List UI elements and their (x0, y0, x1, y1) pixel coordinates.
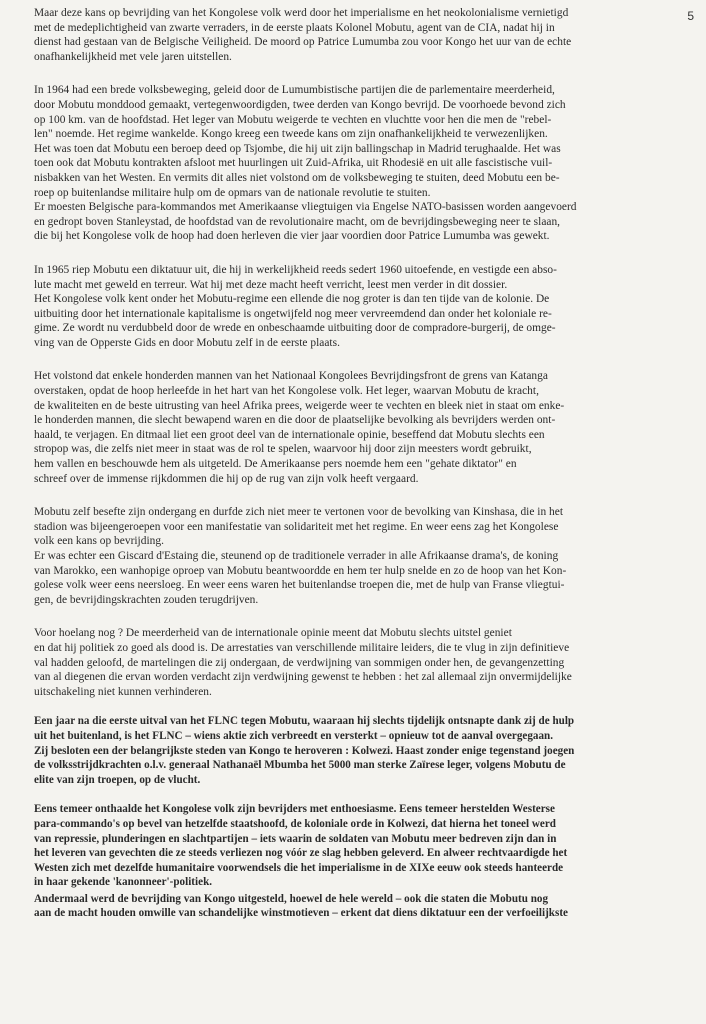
paragraph-7: Een jaar na die eerste uitval van het FLNC tegen Mobutu, waaraan hij slechts tijdelijk ontsnapte dank zij de hulp uit het buitenland, is het FLNC – wiens aktie zich verbreedt en versterkt – opnieuw tot de aanval overgegaan. Zij besloten een der belangrijkste steden van Kongo te heroveren : Kolwezi. Haast zonder enige tegenstand joegen de volksstrijdkrachten o.l.v. generaal Nathanaël Mbumba het 5000 man sterke Zaïrese leger, volgens Mobutu de elite van zijn troepen, op de vlucht. (34, 715, 575, 786)
paragraph-8: Eens temeer onthaalde het Kongolese volk zijn bevrijders met enthoesiasme. Eens temeer herstelden Westerse para-commando's op bevel van hetzelfde staatshoofd, de koloniale orde in Kolwezi, dat hierna het toneel werd van repressie, plunderingen en slachtpartijen – iets waarin de soldaten van Mobutu meer bedreven zijn dan in het leveren van gevechten die ze steeds verliezen nog vóór ze slag hebben geleverd. En alweer rechtvaardigde het Westen zich met dezelfde humanitaire voorwendsels die het imperialisme in de XIXe eeuw ook steeds hanteerde in haar gekende 'kanonneer'-politiek. (34, 803, 568, 889)
paragraph-6: Voor hoelang nog ? De meerderheid van de internationale opinie meent dat Mobutu slechts uitstel geniet en dat hij politiek zo goed als dood is. De arrestaties van verschillende militaire leiders, die te vlug in zijn definitieve val hadden geloofd, de martelingen die zij ondergaan, de verdwijning van sommigen onder hen, de gevangenzetting van al diegenen die ervan worden verdacht zijn verdwijning gewenst te hebben : het zal allemaal zijn onvermijdelijke uitschakeling niet kunnen verhinderen. (34, 627, 572, 698)
paragraph-3: In 1965 riep Mobutu een diktatuur uit, die hij in werkelijkheid reeds sedert 1960 uitoefende, en vestigde een abso- lute macht met geweld en terreur. Wat hij met deze macht heeft verricht, leest men verder in dit dossier. Het Kongolese volk kent onder het Mobutu-regime een ellende die nog groter is dan ten tijde van de kolonie. De uitbuiting door het internationale kapitalisme is ongetwijfeld nog meer vervreemdend dan onder het koloniale re- gime. Ze wordt nu verdubbeld door de wrede en onbeschaamde uitbuiting door de compradore-burgerij, de omge- ving van de Opperste Gids en door Mobutu zelf in de eerste plaats. (34, 263, 557, 349)
paragraph-2: In 1964 had een brede volksbeweging, geleid door de Lumumbistische partijen die de parlementaire meerderheid, door Mobutu monddood gemaakt, vertegenwoordigden, twee derden van Kongo bevrijd. De voorhoede bevond zich op 100 km. van de hoofdstad. Het leger van Mobutu weigerde te vechten en vluchtte voor hen die men de "rebel- len" noemde. Het regime wankelde. Kongo kreeg een tweede kans om zijn onafhankelijkheid te verwezenlijken. Het was toen dat Mobutu een beroep deed op Tsjombe, die hij uit zijn ballingschap in Madrid terughaalde. Het was toen ook dat Mobutu kontrakten afsloot met huurlingen uit Zuid-Afrika, uit Rhodesië en uit alle fascistische vuil- nisbakken van het Westen. En vermits dit alles niet volstond om de volksbeweging te stuiten, deed Mobutu een be- roep op buitenlandse militaire hulp om de opmars van de nationale revolutie te stuiten. Er moesten Belgische para-kommandos met Amerikaanse vliegtuigen via Engelse NATO-basissen worden aangevoerd en gedropt boven Stanleystad, de hoofdstad van de revolutionaire macht, om de bevrijdingsbeweging neer te slaan, die bij het Kongolese volk de hoop had doen herleven die vier jaar voordien door Patrice Lumumba was gewekt. (34, 84, 577, 243)
paragraph-1: Maar deze kans op bevrijding van het Kongolese volk werd door het imperialisme en het neokolonialisme vernietigd met de medeplichtigheid van zwarte verraders, in de eerste plaats Kolonel Mobutu, agent van de CIA, nadat hij in dienst had gestaan van de Belgische Veiligheid. De moord op Patrice Lumumba zou voor Kongo het uur van de echte onafhankelijkheid met vele jaren uitstellen. (34, 7, 572, 63)
paragraph-4: Het volstond dat enkele honderden mannen van het Nationaal Kongolees Bevrijdingsfront de grens van Katanga overstaken, opdat de hoop herleefde in het hart van het Kongolese volk. Het leger, waarvan Mobutu de kracht, de kwaliteiten en de beste uitrusting van heel Afrika prees, weigerde weer te vechten en bleek niet in staat om enke- le honderden mannen, die slecht bewapend waren en die door de plaatselijke bevolking als bevrijders werden ont- haald, te verjagen. En ditmaal liet een groot deel van de internationale opinie, beseffend dat Mobutu slechts een stropop was, die zelfs niet meer in staat was de rol te spelen, waarvoor hij door zijn meesters wordt gebruikt, hem vallen en beschouwde hem als uitgeteld. De Amerikaanse pers noemde hem een "gehate diktator" en schreef over de immense rijkdommen die hij op de rug van zijn volk heeft vergaard. (34, 370, 565, 485)
paragraph-9: Andermaal werd de bevrijding van Kongo uitgesteld, hoewel de hele wereld – ook die staten die Mobutu nog aan de macht houden omwille van schandelijke winstmotieven – erkent dat diens diktatuur een der verfoeilijkste (34, 892, 568, 920)
page-number: 5 (687, 9, 694, 23)
document-body (34, 6, 684, 921)
paragraph-5: Mobutu zelf besefte zijn ondergang en durfde zich niet meer te vertonen voor de bevolking van Kinshasa, die in het stadion was bijeengeroepen voor een manifestatie van solidariteit met het regime. En weer eens zag het Kongolese volk een kans op bevrijding. Er was echter een Giscard d'Estaing die, steunend op de traditionele verrader in alle Afrikaanse drama's, de koning van Marokko, een wanhopige oproep van Mobutu beantwoordde en hem ter hulp snelde en zo de hoop van het Kon- golese volk weer eens neersloeg. En weer eens waren het buitenlandse troepen die, met de hulp van Franse vliegtui- gen, de bevrijdingskrachten zouden terugdrijven. (34, 506, 567, 606)
